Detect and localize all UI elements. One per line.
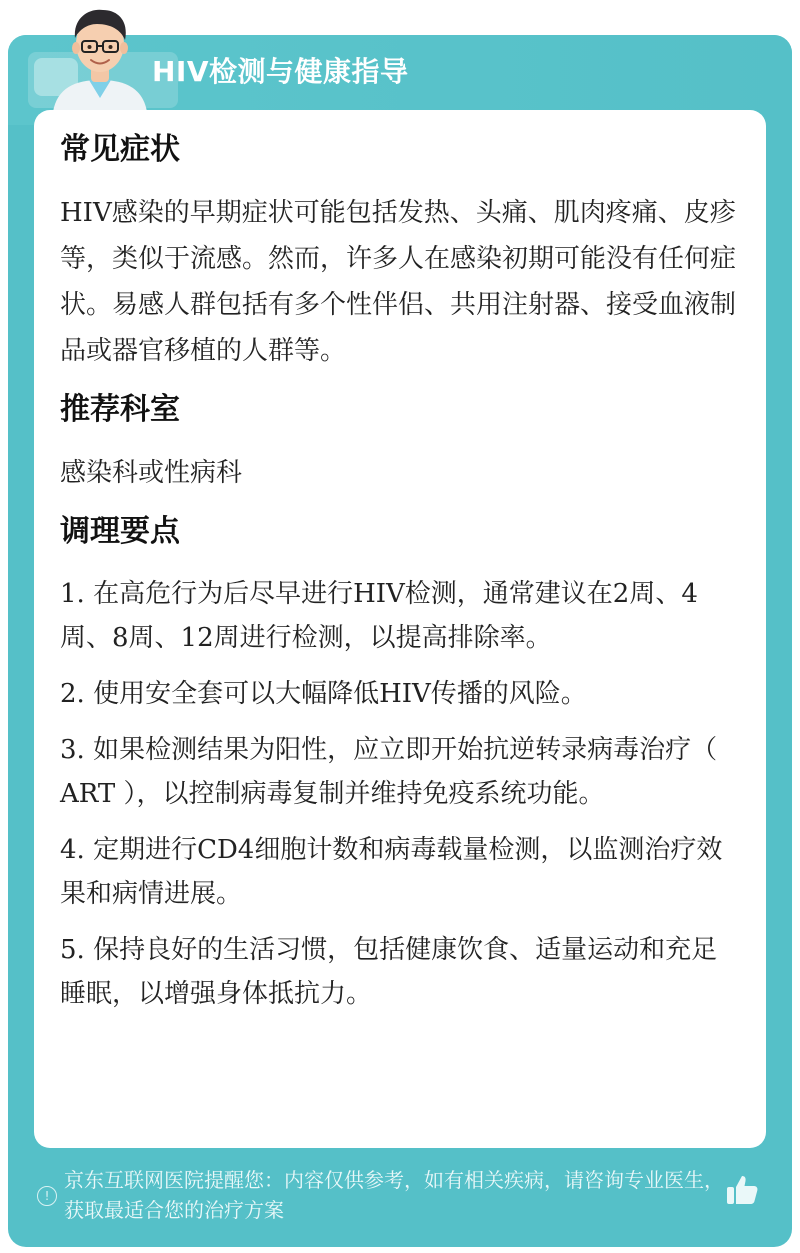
symptoms-text: HIV感染的早期症状可能包括发热、头痛、肌肉疼痛、皮疹等，类似于流感。然而，许多人在感染初期可能没有任何症状。易感人群包括有多个性伴侣、共用注射器、接受血液制品或器官移植的人群等。 (60, 198, 737, 366)
doctor-avatar (45, 0, 155, 112)
care-point-item: 2. 使用安全套可以大幅降低HIV传播的风险。 (60, 679, 587, 709)
care-point-item: 3. 如果检测结果为阳性，应立即开始抗逆转录病毒治疗（ ART ），以控制病毒复制并维持免疫系统功能。 (60, 735, 718, 809)
thumbs-up-icon[interactable] (724, 1172, 760, 1208)
section-title-symptoms: 常见症状 (60, 132, 180, 167)
content-body (60, 132, 740, 1028)
department-text: 感染科或性病科 (60, 458, 243, 488)
footer-disclaimer: 京东互联网医院提醒您：内容仅供参考，如有相关疾病，请咨询专业医生，获取最适合您的治疗方案 (64, 1168, 724, 1222)
content-card (34, 110, 766, 1148)
care-point-item: 1. 在高危行为后尽早进行HIV检测，通常建议在2周、4周、8周、12周进行检测，以提高排除率。 (60, 579, 698, 653)
section-title-care-points: 调理要点 (60, 514, 180, 549)
page-title: HIV检测与健康指导 (152, 55, 409, 88)
section-title-department: 推荐科室 (60, 392, 180, 427)
care-point-item: 5. 保持良好的生活习惯，包括健康饮食、适量运动和充足睡眠，以增强身体抵抗力。 (60, 935, 718, 1009)
info-icon: ! (37, 1186, 57, 1206)
care-point-item: 4. 定期进行CD4细胞计数和病毒载量检测，以监测治疗效果和病情进展。 (60, 835, 723, 909)
